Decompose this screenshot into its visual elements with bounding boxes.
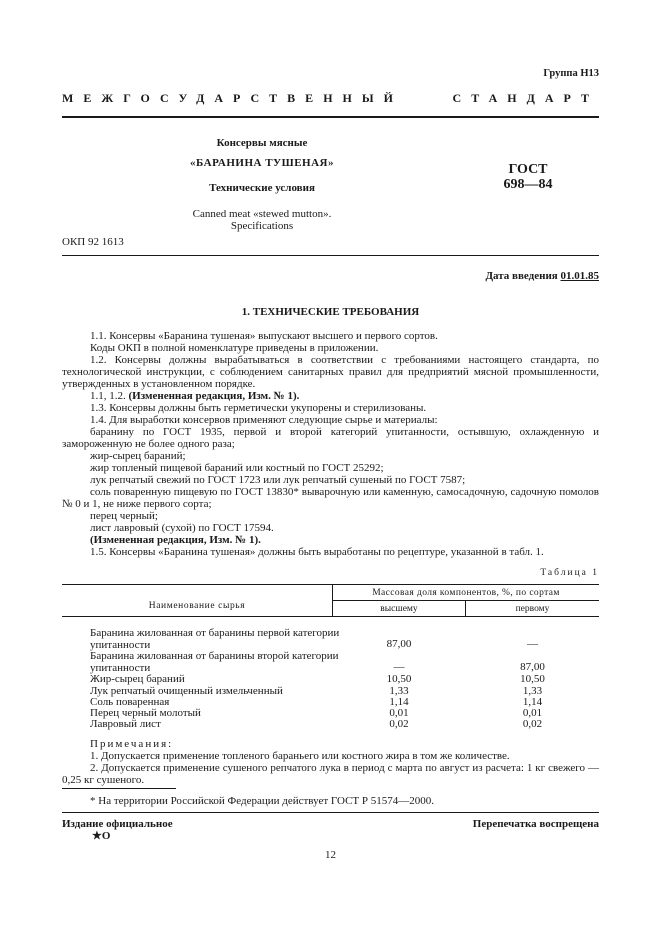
- row-top-value: 0,01: [389, 707, 409, 719]
- material-rendered-fat: жир топленый пищевой бараний или костный по ГОСТ 25292;: [90, 462, 384, 474]
- document-subtitle: Технические условия: [209, 182, 315, 194]
- material-bay-leaf: лист лавровый (сухой) по ГОСТ 17594.: [90, 522, 274, 534]
- table-header-rule: [62, 616, 599, 617]
- table-row: Соль поваренная: [90, 696, 170, 708]
- table-row: Жир-сырец бараний: [90, 673, 185, 685]
- row-first-value: —: [527, 638, 538, 650]
- revision-clauses: 1.1, 1.2.: [90, 390, 126, 402]
- column-header-first-grade: первому: [515, 604, 550, 614]
- introduction-date: [485, 270, 599, 282]
- row-top-value: 87,00: [386, 638, 412, 650]
- row-top-value: 1,33: [389, 685, 409, 697]
- introduction-date-label: Дата введения: [485, 270, 558, 282]
- gost-number: 698—84: [503, 177, 553, 192]
- section-title: 1. ТЕХНИЧЕСКИЕ ТРЕБОВАНИЯ: [241, 306, 420, 318]
- footnote: * На территории Российской Федерации действует ГОСТ Р 51574—2000.: [90, 795, 435, 807]
- note-2: 2. Допускается применение сушеного репчатого лука в период с марта по август из расчета: 1 кг свежего — 0,25 кг сушеного.: [62, 762, 599, 786]
- title-block-rule: [62, 255, 599, 256]
- row-name: Баранина жилованная от баранины второй категории упитанности: [90, 650, 339, 674]
- product-name: «БАРАНИНА ТУШЕНАЯ»: [190, 157, 334, 169]
- standard-type-heading: МЕЖГОСУДАРСТВЕННЫЙ СТАНДАРТ: [62, 91, 599, 105]
- revision-note-1: [62, 390, 599, 402]
- material-salt: соль поваренную пищевую по ГОСТ 13830* выварочную или каменную, самосадочную, садочную помолов № 0 и 1, не ниже первого сорта;: [62, 486, 599, 510]
- gost-label: ГОСТ: [508, 162, 548, 177]
- material-pepper: перец черный;: [90, 510, 158, 522]
- clause-1-5: 1.5. Консервы «Баранина тушеная» должны быть выработаны по рецептуре, указанной в табл. 1.: [90, 546, 544, 558]
- table-row: Лук репчатый очищенный измельченный: [90, 685, 283, 697]
- table-group-rule: [332, 600, 599, 601]
- reprint-prohibited: Перепечатка воспрещена: [472, 818, 599, 830]
- table-top-rule: [62, 584, 599, 585]
- row-name: Баранина жилованная от баранины первой категории упитанности: [90, 627, 340, 651]
- column-header-name: Наименование сырья: [148, 601, 246, 611]
- revision-note-2: (Измененная редакция, Изм. № 1).: [90, 534, 261, 546]
- edition-marks-icon: ★O: [92, 830, 111, 842]
- footnote-rule: [62, 788, 176, 789]
- table-caption: Таблица 1: [540, 568, 599, 578]
- material-onion: лук репчатый свежий по ГОСТ 1723 или лук репчатый сушеный по ГОСТ 7587;: [90, 474, 466, 486]
- english-title-line2: Specifications: [230, 220, 294, 232]
- clause-1-2: 1.2. Консервы должны вырабатываться в соответствии с требованиями настоящего стандарта, по технологической инструкции, с соблюдением санитарных правил для предприятий мясной промышленности, утвержденных в установленном порядке.: [62, 354, 599, 390]
- introduction-date-value: 01.01.85: [560, 270, 599, 282]
- group-code: Группа Н13: [543, 68, 599, 79]
- okp-code: ОКП 92 1613: [62, 236, 124, 248]
- notes-title: Примечания:: [90, 738, 174, 750]
- table-row: Перец черный молотый: [90, 707, 201, 719]
- clause-1-1: 1.1. Консервы «Баранина тушеная» выпускают высшего и первого сортов.: [90, 330, 438, 342]
- note-1: 1. Допускается применение топленого бараньего или костного жира в том же количестве.: [90, 750, 510, 762]
- footer-rule: [62, 812, 599, 813]
- row-top-value: —: [393, 661, 405, 673]
- column-header-top-grade: высшему: [380, 604, 418, 614]
- row-first-value: 0,01: [522, 707, 543, 719]
- revision-label: (Измененная редакция, Изм. № 1).: [128, 390, 300, 402]
- row-top-value: 0,02: [389, 718, 409, 730]
- row-first-value: 0,02: [522, 718, 543, 730]
- material-mutton: баранину по ГОСТ 1935, первой и второй категорий упитанности, остывшую, охлажденную и замороженную не более одного раза;: [62, 426, 599, 450]
- product-category: Консервы мясные: [216, 137, 308, 149]
- official-edition: Издание официальное: [62, 818, 173, 830]
- row-top-value: 1,14: [389, 696, 409, 708]
- page-number: 12: [325, 849, 336, 861]
- row-first-value: 10,50: [520, 673, 545, 685]
- row-first-value: 1,33: [522, 685, 543, 697]
- header-rule: [62, 116, 599, 118]
- row-first-value: 1,14: [522, 696, 543, 708]
- material-raw-fat: жир-сырец бараний;: [90, 450, 186, 462]
- clause-1-3: 1.3. Консервы должны быть герметически укупорены и стерилизованы.: [90, 402, 427, 414]
- english-title-line1: Canned meat «stewed mutton».: [192, 208, 332, 220]
- table-row: Лавровый лист: [90, 718, 161, 730]
- column-header-group: Массовая доля компонентов, %, по сортам: [372, 588, 560, 598]
- clause-1-4: 1.4. Для выработки консервов применяют следующие сырье и материалы:: [90, 414, 438, 426]
- clause-1-1-okp: Коды ОКП в полной номенклатуре приведены в приложении.: [90, 342, 379, 354]
- row-first-value: 87,00: [520, 661, 545, 673]
- row-top-value: 10,50: [386, 673, 412, 685]
